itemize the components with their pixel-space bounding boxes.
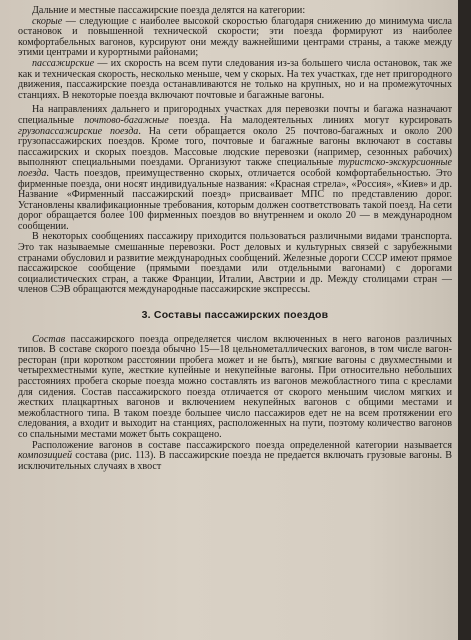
term-composition-layout: композицией	[18, 450, 73, 462]
arrangement-text-b: состава (рис. 113). В пассажирские поезда не предается включать грузовые вагоны. В исключительных случаях в хвост	[18, 450, 452, 472]
term-passenger: пассажирские	[32, 57, 95, 69]
mail-text-c: . На сети обращается около 25 почтово-багажных и около 200 грузопассажирских поездов. Кроме того, почтовые и багажные вагоны включают в составы пассажирских и скорых поездов. Массовые людские перевозки (например, сезонных рабочих) выполняют специальными поездами. Организуют также специальные	[18, 125, 452, 169]
paragraph-fast-trains	[18, 17, 452, 59]
mail-text-d: . Часть поездов, преимущественно скорых, отличается особой комфортабельностью. Это фирменные поезда, они носят индивидуальные названия: «Красная стрела», «Россия», «Киев» и др. Название «Фирменный пассажирский поезд» присваивает МПС по представлению дорог. Установлены квалификационные требования, которым должен соответствовать такой поезд. На сети дорог обращается более 100 фирменных поездов во внутреннем и около 20 — в международном сообщении.	[18, 167, 452, 232]
term-cargo-passenger: грузопассажирские поезда	[18, 125, 139, 137]
paragraph-train-composition	[18, 335, 452, 441]
paragraph-mail-baggage	[18, 105, 452, 232]
term-mail-baggage: почтово-багажные	[84, 114, 169, 126]
term-fast: скорые	[32, 15, 63, 27]
page-text	[18, 6, 452, 472]
paragraph-car-arrangement	[18, 441, 452, 473]
mail-text-a: На направлениях дальнего и пригородных участках для перевозки почты и багажа назначают специальные	[18, 104, 452, 126]
paragraph-categories-intro: Дальние и местные пассажирские поезда делятся на категории:	[32, 5, 306, 16]
composition-text: пассажирского поезда определяется числом включенных в него вагонов различных типов. В составе скорого поезда обычно 15—18 цельнометаллических вагонов, в том числе вагон-ресторан (при коротком расстоянии пробега может и не быть), мягкие вагоны с двухместными и четырехместными купе, жесткие купейные и некупейные вагоны. При относительно небольших расстояниях пробега скорые поезда можно составлять из вагонов межобластного типа с креслами для сидения. Состав пассажирского поезда отличается от скорого меньшим числом мягких и жестких плацкартных вагонов и включением некупейных вагонов с общими местами и межобластного типа. В таком поезде большее число пассажиров едет не на всем протяжении его следования, а входит и выходит на станциях, расположенных на пути, поэтому количество вагонов со спальными местами может быть сокращено.	[18, 333, 452, 440]
mail-text-b: поезда. На малодеятельных линиях могут курсировать	[168, 114, 453, 126]
arrangement-text-a: Расположение вагонов в составе пассажирского поезда определенной категории называется	[32, 439, 452, 451]
fast-trains-text: — следующие с наиболее высокой скоростью благодаря снижению до минимума числа остановок и повышенной технической скорости; эти поезда формируют из наиболее комфортабельных вагонов, курсируют они между важнейшими центрами страны, а также между этими центрами и курортными районами;	[18, 15, 452, 59]
term-tourist: туристско-экскурсионные поезда	[18, 157, 452, 179]
paragraph-mixed-transport: В некоторых сообщениях пассажиру приходится пользоваться различными видами транспорта. Это так называемые смешанные перевозки. Рост деловых и культурных связей с зарубежными странами обусловил и развитие международных сообщений. Железные дороги СССР имеют прямое пассажирское сообщение (прямыми поездами или отдельными вагонами) с дорогами социалистических стран, а также Франции, Италии, Австрии и др. Между столицами стран — членов СЭВ обращаются международные пассажирские экспрессы.	[18, 231, 452, 296]
section-heading: 3. Составы пассажирских поездов	[141, 309, 329, 322]
paragraph-passenger-trains	[18, 59, 452, 101]
passenger-trains-text: — их скорость на всем пути следования из-за большего числа остановок, так же как и техническая скорость, несколько меньше, чем у скорых. На тех участках, где нет пригородного движения, пассажирские поезда останавливаются не только на крупных, но и на промежуточных станциях. В некоторые поезда включают почтовые и багажные вагоны.	[18, 57, 452, 101]
term-composition: Состав	[32, 333, 66, 345]
